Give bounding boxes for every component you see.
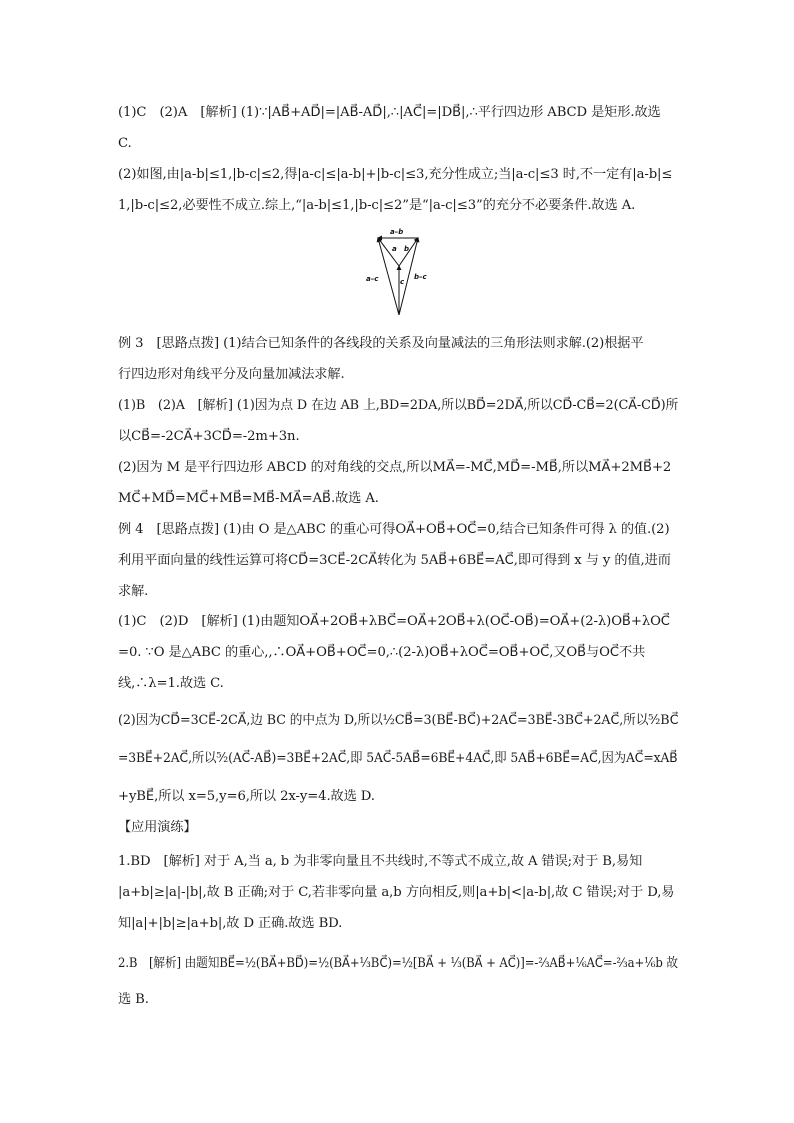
text-line: |a+b|≥|a|-|b|,故 B 正确;对于 C,若非零向量 a,b 方向相反,则|a+b|<|a-b|,故 C 错误;对于 D,易 — [118, 885, 675, 900]
paragraph-answer-1 — [118, 97, 678, 159]
paragraph-example-3-hint — [118, 328, 678, 390]
text-line: (2)因为CD⃗=3CE⃗-2CA⃗,边 BC 的中点为 D,所以½CB⃗=3(BE⃗-BC⃗)+2AC⃗=3BE⃗-3BC⃗+2AC⃗,所以⁵⁄₂BC⃗ — [118, 713, 679, 728]
text-line: 求解. — [118, 584, 149, 599]
text-line: 2.B [解析] 由题知BE⃗=½(BA⃗+BD⃗)=½(BA⃗+⅓BC⃗)=½[BA⃗ + ⅓(BA⃗ + AC⃗)]=-⅔AB⃗+⅙AC⃗=-⅔a+⅙b 故 — [118, 956, 678, 971]
section-heading: 【应用演练】 — [118, 820, 197, 835]
text-line: C. — [118, 136, 132, 151]
text-line: 1.BD [解析] 对于 A,当 a, b 为非零向量且不共线时,不等式不成立,故 A 错误;对于 B,易知 — [118, 854, 643, 869]
paragraph-practice-1 — [118, 846, 678, 939]
vector-triangle-figure — [360, 222, 436, 322]
text-line: 例 3 [思路点拨] (1)结合已知条件的各线段的关系及向量减法的三角形法则求解.(2)根据平 — [118, 336, 644, 351]
text-line: 例 4 [思路点拨] (1)由 O 是△ABC 的重心可得OA⃗+OB⃗+OC⃗=0,结合已知条件可得 λ 的值.(2) — [118, 522, 670, 537]
text-line: (2)如图,由|a-b|≤1,|b-c|≤2,得|a-c|≤|a-b|+|b-c|≤3,充分性成立;当|a-c|≤3 时,不一定有|a-b|≤ — [118, 167, 673, 182]
paragraph-example-3-answer-2 — [118, 452, 678, 514]
paragraph-example-4-hint — [118, 514, 678, 607]
label-b-minus-c: b–c — [414, 273, 427, 281]
text-line: MC⃗+MD⃗=MC⃗+MB⃗=MB⃗-MA⃗=AB⃗.故选 A. — [118, 491, 379, 506]
text-line: (2)因为 M 是平行四边形 ABCD 的对角线的交点,所以MA⃗=-MC⃗,MD⃗=-MB⃗,所以MA⃗+2MB⃗+2 — [118, 460, 672, 475]
text-line: (1)C (2)A [解析] (1)∵|AB⃗+AD⃗|=|AB⃗-AD⃗|,∴|AC⃗|=|DB⃗|,∴平行四边形 ABCD 是矩形.故选 — [118, 105, 661, 120]
paragraph-answer-2 — [118, 159, 678, 221]
text-line: 利用平面向量的线性运算可将CD⃗=3CE⃗-2CA⃗转化为 5AB⃗+6BE⃗=AC⃗,即可得到 x 与 y 的值,进而 — [118, 553, 671, 568]
text-line: 以CB⃗=-2CA⃗+3CD⃗=-2m+3n. — [118, 429, 300, 444]
text-line: =0. ∵O 是△ABC 的重心,,∴OA⃗+OB⃗+OC⃗=0,∴(2-λ)OB⃗+λOC⃗=OB⃗+OC⃗,又OB⃗与OC⃗不共 — [118, 645, 646, 660]
text-line: 选 B. — [118, 992, 149, 1007]
text-line: 行四边形对角线平分及向量加减法求解. — [118, 367, 345, 382]
section-heading-practice — [118, 812, 678, 843]
label-b: b — [404, 245, 410, 253]
label-c: c — [400, 278, 405, 286]
label-a: a — [392, 245, 397, 253]
label-a-minus-b: a–b — [390, 228, 404, 236]
paragraph-example-3-answer-1 — [118, 390, 678, 452]
text-line: (1)B (2)A [解析] (1)因为点 D 在边 AB 上,BD=2DA,所以BD⃗=2DA⃗,所以CD⃗-CB⃗=2(CA⃗-CD⃗)所 — [118, 398, 679, 413]
text-line: =3BE⃗+2AC⃗,所以⁵⁄₂(AC⃗-AB⃗)=3BE⃗+2AC⃗,即 5AC⃗-5AB⃗=6BE⃗+4AC⃗,即 5AB⃗+6BE⃗=AC⃗,因为AC⃗=xAB⃗ — [118, 751, 678, 766]
paragraph-practice-2 — [118, 944, 678, 1015]
text-line: 1,|b-c|≤2,必要性不成立.综上,“|a-b|≤1,|b-c|≤2”是“|a-c|≤3”的充分不必要条件.故选 A. — [118, 198, 636, 213]
text-line: +yBE⃗,所以 x=5,y=6,所以 2x-y=4.故选 D. — [118, 789, 375, 804]
paragraph-example-4-answer-1 — [118, 606, 678, 699]
text-line: 线,∴λ=1.故选 C. — [118, 676, 224, 691]
text-line: (1)C (2)D [解析] (1)由题知OA⃗+2OB⃗+λBC⃗=OA⃗+2OB⃗+λ(OC⃗-OB⃗)=OA⃗+(2-λ)OB⃗+λOC⃗ — [118, 614, 670, 629]
label-a-minus-c: a–c — [366, 275, 379, 283]
text-line: 知|a|+|b|≥|a+b|,故 D 正确.故选 BD. — [118, 916, 343, 931]
paragraph-example-4-answer-2 — [118, 702, 678, 816]
vector-triangle-diagram — [360, 222, 436, 322]
